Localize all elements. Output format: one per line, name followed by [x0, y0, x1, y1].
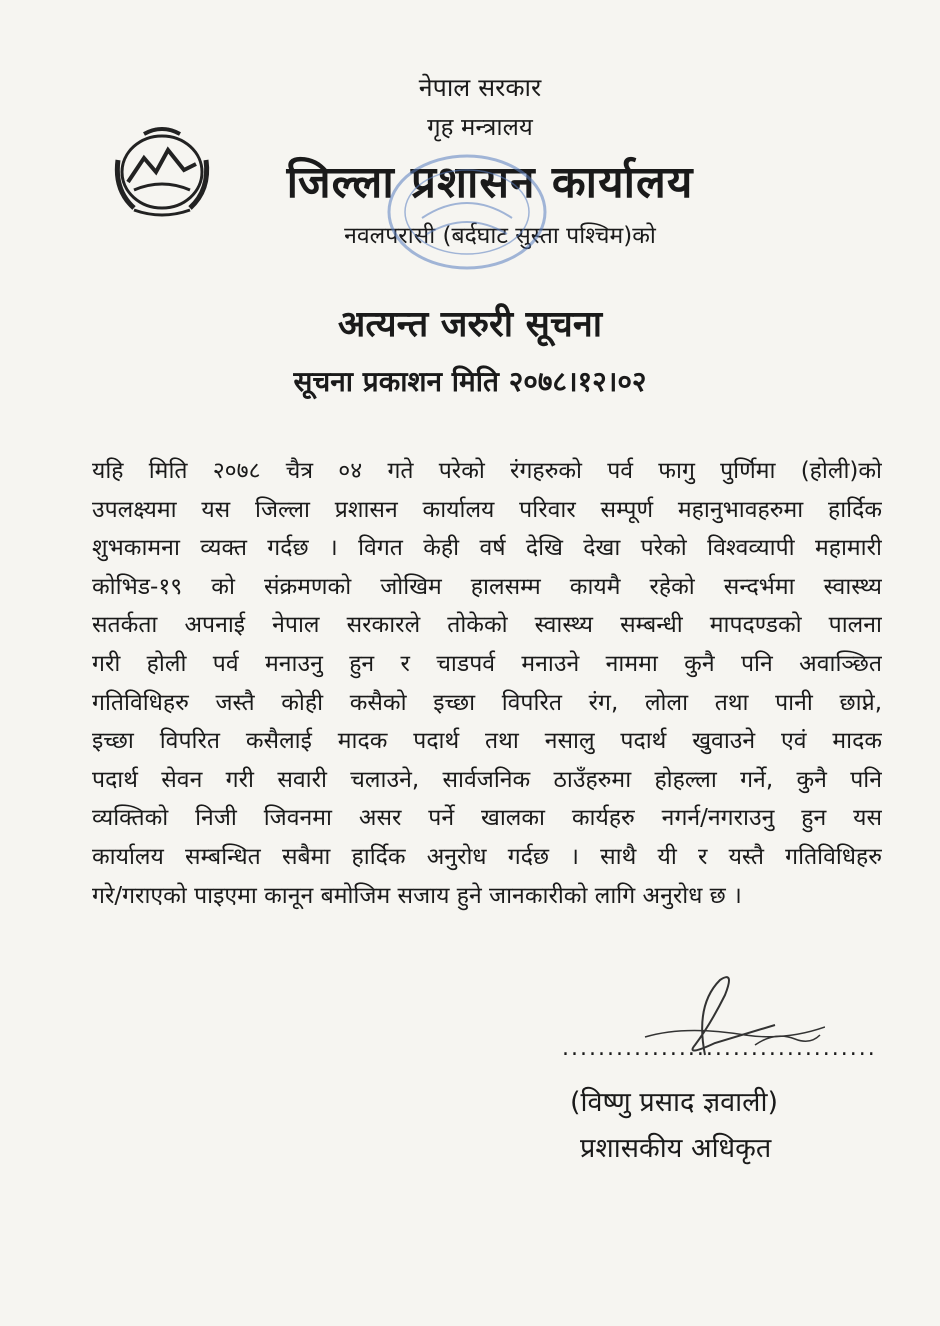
body-line: इच्छा विपरित कसैलाई मादक पदार्थ तथा नसालु पदार्थ खुवाउने एवं मादक — [92, 728, 882, 755]
body-line: यहि मिति २०७८ चैत्र ०४ गते परेको रंगहरुको पर्व फागु पुर्णिमा (होली)को — [92, 458, 882, 484]
body-line: कोभिड-१९ को संक्रमणको जोखिम हालसम्म कायमै रहेको सन्दर्भमा स्वास्थ्य — [92, 573, 882, 600]
signer-name: (विष्णु प्रसाद ज्ञवाली) — [570, 1087, 779, 1118]
body-line: उपलक्ष्यमा यस जिल्ला प्रशासन कार्यालय परिवार सम्पूर्ण महानुभावहरुमा हार्दिक — [92, 496, 882, 523]
office-stamp-icon — [382, 148, 552, 276]
body-line: शुभकामना व्यक्त गर्दछ । विगत केही वर्ष देखि देखा परेको विश्वव्यापी महामारी — [92, 535, 882, 562]
body-line: सतर्कता अपनाई नेपाल सरकारले तोकेको स्वास्थ्य सम्बन्धी मापदण्डको पालना — [92, 612, 882, 639]
publication-date: सूचना प्रकाशन मिति २०७८।१२।०२ — [293, 365, 647, 398]
office-name: जिल्ला प्रशासन कार्यालय — [286, 157, 694, 208]
government-name: नेपाल सरकार — [418, 73, 542, 102]
notice-body — [92, 452, 882, 915]
signer-designation: प्रशासकीय अधिकृत — [580, 1133, 772, 1164]
body-line: पदार्थ सेवन गरी सवारी चलाउने, सार्वजनिक ठाउँहरुमा होहल्ला गर्ने, कुनै पनि — [92, 766, 882, 793]
body-line: कार्यालय सम्बन्धित सबैमा हार्दिक अनुरोध गर्दछ । साथै यी र यस्तै गतिविधिहरु — [92, 843, 882, 870]
signature-line: ................................... — [562, 1036, 877, 1061]
body-line: व्यक्तिको निजी जिवनमा असर पर्ने खालका कार्यहरु नगर्न/नगराउनु हुन यस — [92, 805, 882, 832]
notice-headline: अत्यन्त जरुरी सूचना — [337, 304, 603, 345]
body-line: गरे/गराएको पाइएमा कानून बमोजिम सजाय हुने जानकारीको लागि अनुरोध छ । — [92, 882, 742, 909]
body-line: गरी होली पर्व मनाउनु हुन र चाडपर्व मनाउने नाममा कुनै पनि अवाञ्छित — [92, 650, 882, 677]
district-name: नवलपरासी (बर्दघाट सुस्ता पश्चिम)को — [344, 223, 656, 249]
body-line: गतिविधिहरु जस्तै कोही कसैको इच्छा विपरित रंग, लोला तथा पानी छाप्ने, — [92, 689, 882, 716]
ministry-name: गृह मन्त्रालय — [427, 113, 533, 141]
